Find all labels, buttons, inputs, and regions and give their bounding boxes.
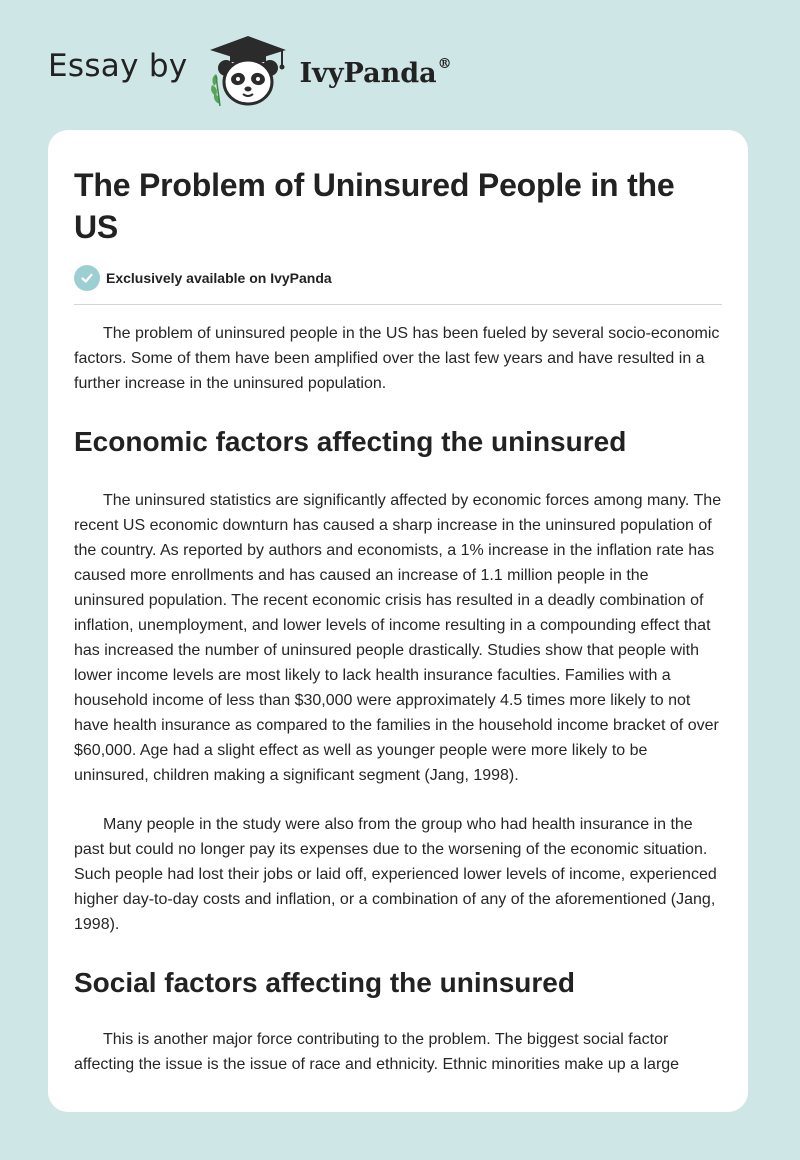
section-heading-economic: Economic factors affecting the uninsured (74, 426, 627, 457)
exclusive-badge (74, 264, 722, 292)
essay-by-label: Essay by (48, 48, 188, 84)
paragraph: The uninsured statistics are significantly affected by economic forces among many. The recent US economic downturn has caused a sharp increase in the uninsured population of the country. As reported by authors and economists, a 1% increase in the inflation rate has caused more enrollments and has caused an increase of 1.1 million people in the uninsured population. The recent economic crisis has resulted in a deadly combination of inflation, unemployment, and lower levels of income resulting in a compounding effect that has increased the number of uninsured people drastically. Studies show that people with lower income levels are most likely to lack health insurance faculties. Families with a household income of less than $30,000 were approximately 4.5 times more likely to not have health insurance as compared to the families in the household income bracket of over $60,000. Age had a slight effect as well as younger people were more likely to be uninsured, children making a significant segment (Jang, 1998). (74, 492, 722, 784)
paragraph: This is another major force contributing to the problem. The biggest social factor affecting the issue is the issue of race and ethnicity. Ethnic minorities make up a large (74, 1031, 680, 1073)
intro-paragraph: The problem of uninsured people in the US has been fueled by several socio-economic factors. Some of them have been amplified over the last few years and have resulted in a further increase in the uninsured population. (74, 325, 720, 392)
registered-mark: ® (437, 55, 452, 72)
panda-graduate-logo-icon[interactable] (200, 30, 296, 110)
check-icon (74, 265, 100, 291)
divider (74, 304, 722, 305)
section-heading-social: Social factors affecting the uninsured (74, 967, 575, 998)
site-header (48, 30, 452, 110)
article-card (48, 130, 748, 1112)
brand-name[interactable]: IvyPanda® (299, 55, 452, 89)
exclusive-label: Exclusively available on IvyPanda (106, 270, 332, 286)
article-title: The Problem of Uninsured People in the US (74, 167, 675, 245)
paragraph: Many people in the study were also from the group who had health insurance in the past but could no longer pay its expenses due to the worsening of the economic situation. Such people had lost their jobs or laid off, experienced lower levels of income, experienced higher day-to-day costs and inflation, or a combination of any of the aforementioned (Jang, 1998). (74, 816, 717, 933)
